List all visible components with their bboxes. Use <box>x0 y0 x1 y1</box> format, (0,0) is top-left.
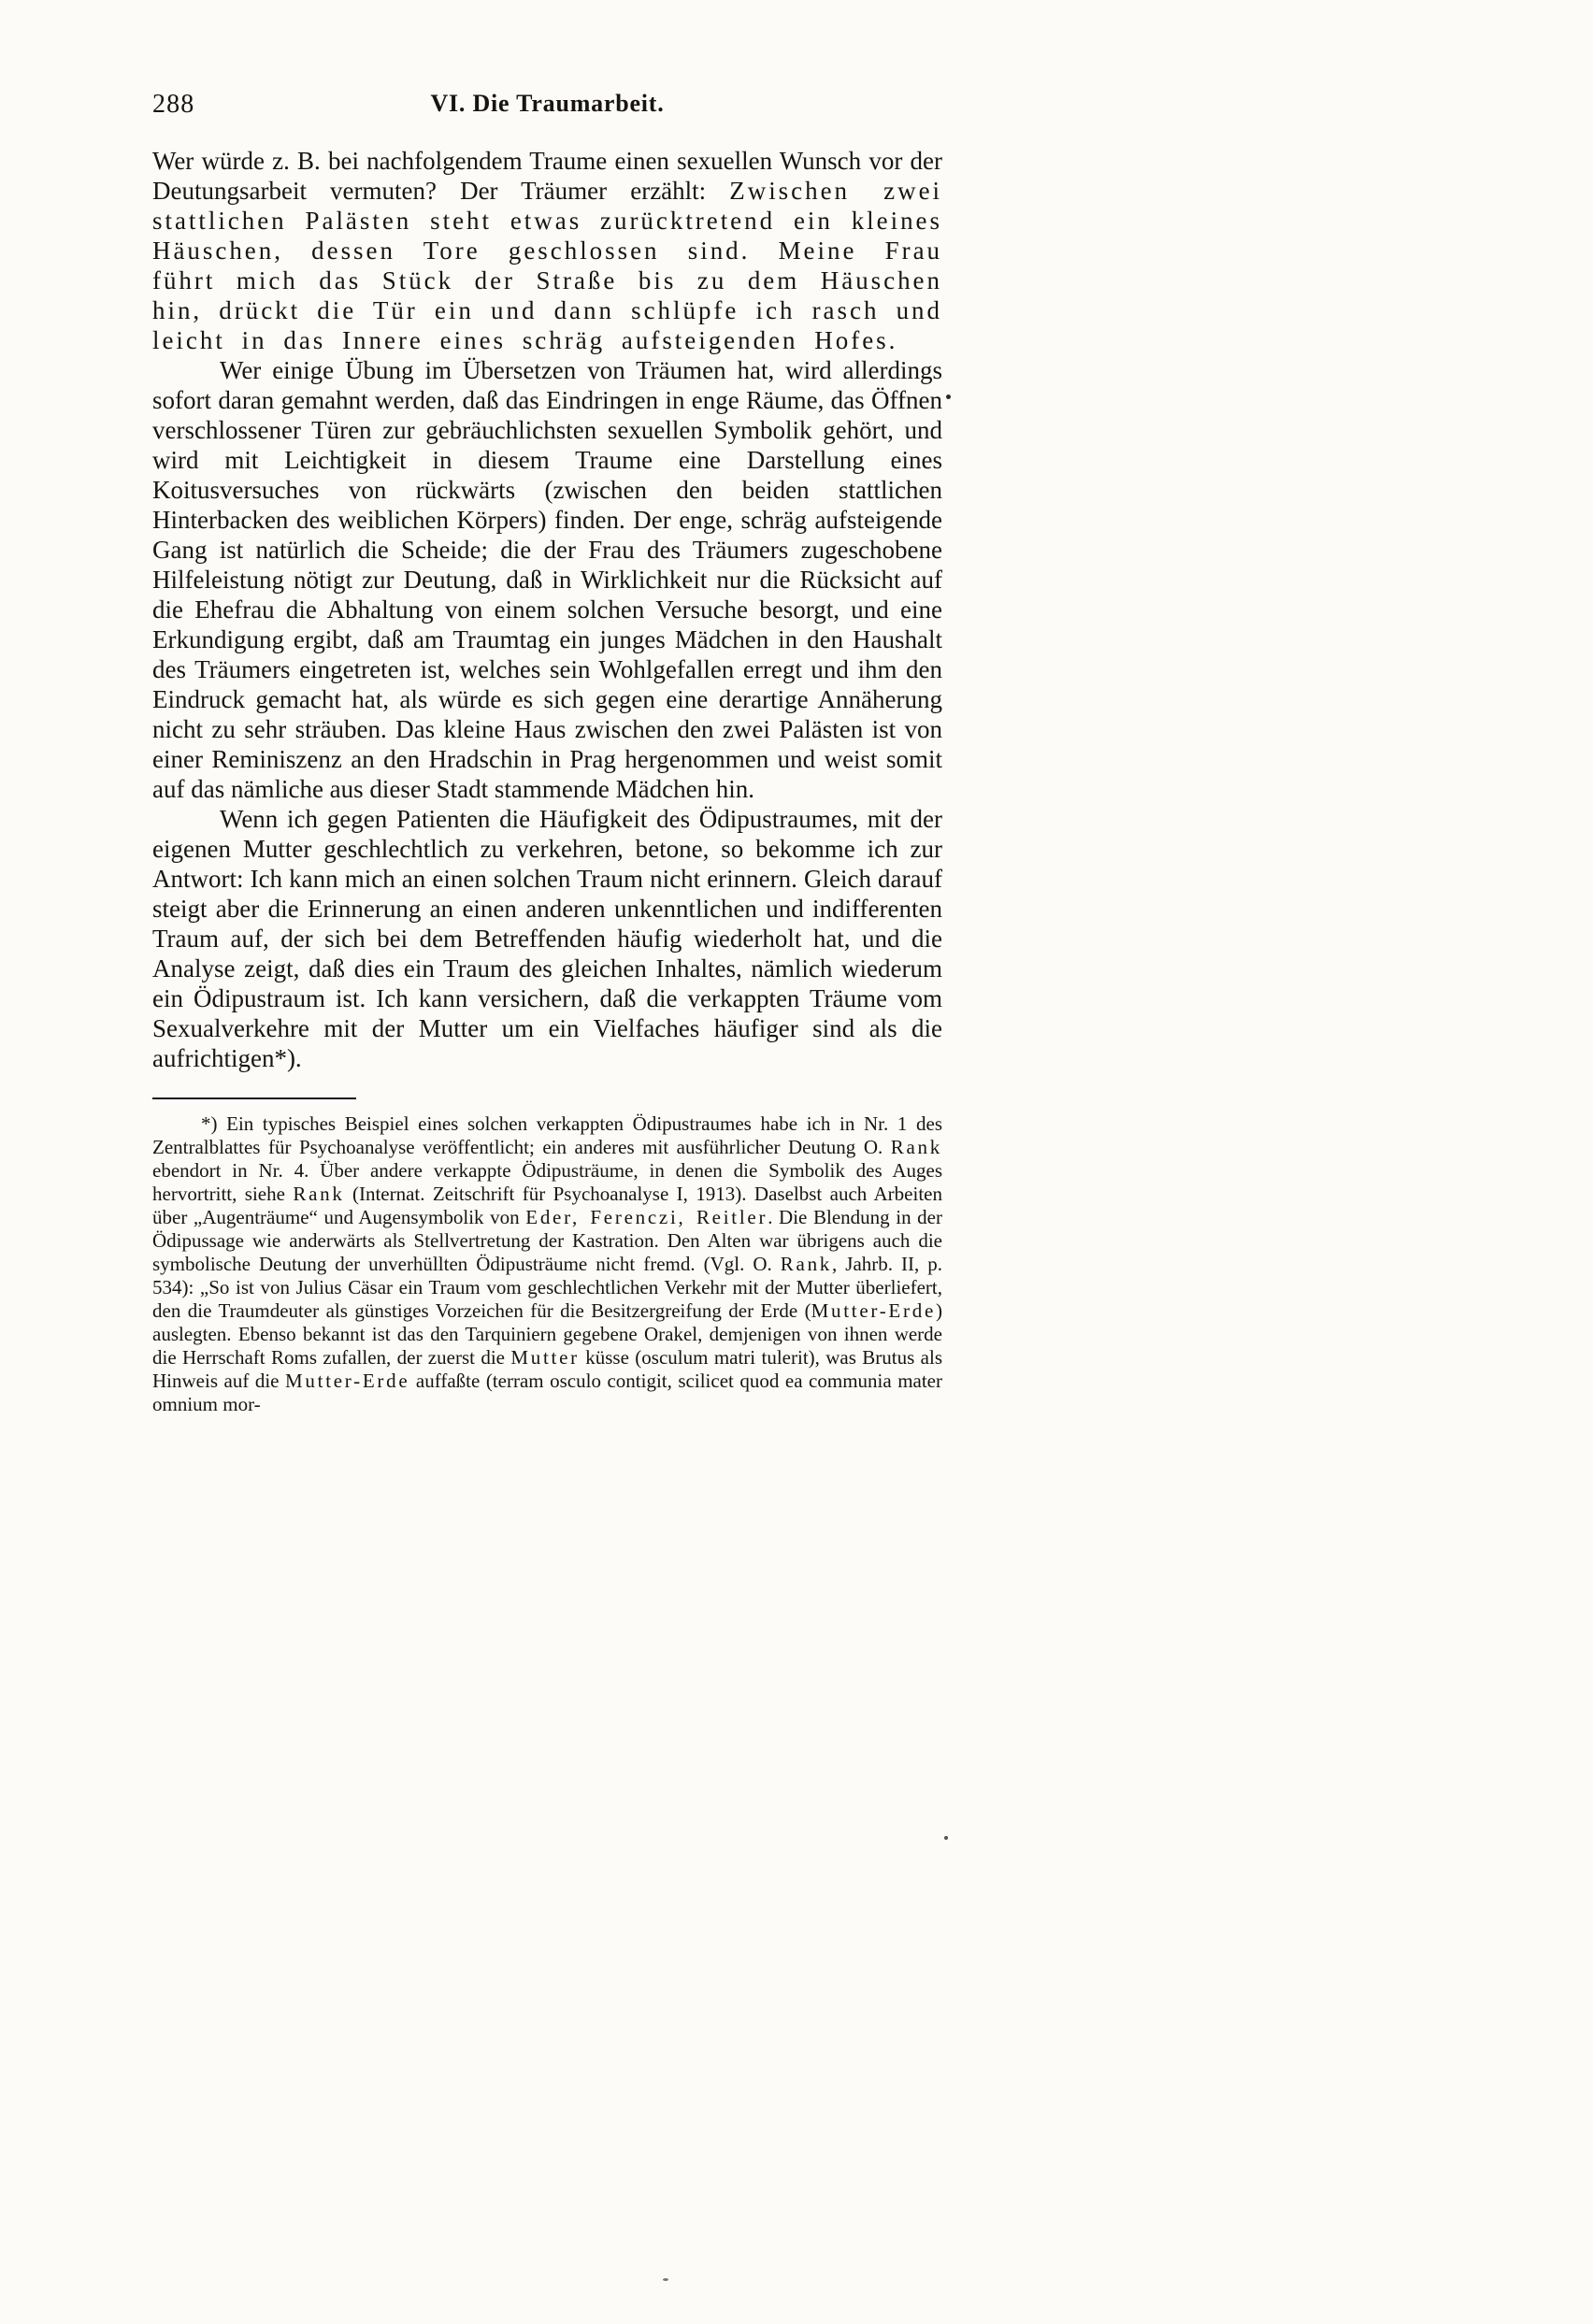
footnote-segment: auffaßte (terram osculo contigit, scilicet quod ea communia mater omnium mor- <box>152 1370 942 1415</box>
page-number: 288 <box>152 90 195 119</box>
footnote-rule <box>152 1097 356 1099</box>
paragraph-interpretation <box>152 355 942 804</box>
dream-report-text: Zwischen zwei stattlichen Palästen steht etwas zurücktretend ein kleines Häuschen, dessen Tore geschlossen sind. Meine Frau führt mich das Stück der Straße bis zu dem Häuschen hin, drückt die Tür ein und dann schlüpfe ich rasch und leicht in das Innere eines schräg aufsteigenden Hofes. <box>152 177 942 354</box>
footnote-emphasis-mutter-erde: Mutter-Erde <box>285 1370 410 1392</box>
footnote-name-rank: Rank <box>890 1136 942 1158</box>
footnote-text <box>152 1112 942 1416</box>
footnote-names-authors: Eder, Ferenczi, Reitler <box>525 1206 768 1228</box>
footnote-name-rank: Rank <box>780 1253 833 1275</box>
footnote-segment: ebendort in Nr. 4. Über andere verkappte Ödipusträume, in denen die Symbolik des Auges hervortritt, siehe <box>152 1159 942 1205</box>
footnote-segment: küsse (osculum matri tulerit), was Brutus als Hinweis auf die <box>152 1346 942 1392</box>
scan-speck <box>944 1836 948 1840</box>
footnote-name-rank: Rank <box>293 1183 345 1205</box>
running-head <box>152 90 942 123</box>
scan-speck <box>946 395 951 399</box>
footnote-segment: ) auslegten. Ebenso bekannt ist das den Tarquiniern gegebene Orakel, demjenigen von ihnen werde die Herrschaft Roms zufallen, der zuerst die <box>152 1299 942 1369</box>
text-segment: Wer einige Übung im Übersetzen von Träumen hat, wird allerdings sofort daran gemahnt werden, daß das Eindringen in enge Räume, das Öffnen verschlossener Türen zur gebräuchlichsten sexuellen Symbolik gehört, und wird mit Leichtigkeit in diesem Traume eine Darstellung eines Koitusversuches von rückwärts (zwischen den beiden stattlichen Hinterbacken des weiblichen Körpers) finden. Der enge, schräg aufsteigende Gang ist natürlich die Scheide; die der Frau des Träumers zugeschobene Hilfeleistung nötigt zur Deutung, daß in Wirklichkeit nur die Rücksicht auf die Ehefrau die Abhaltung von einem solchen Versuche besorgt, und eine Erkundigung ergibt, daß am Traumtag ein junges Mädchen in den Haushalt des Träumers eingetreten ist, welches sein Wohlgefallen erregt und ihm den Eindruck gemacht hat, als würde es sich gegen eine derartige Annäherung nicht zu sehr sträuben. Das kleine Haus zwischen den zwei Palästen ist von einer Reminiszenz an den Hradschin in Prag hergenommen und weist somit auf das nämliche aus dieser Stadt stammende Mädchen hin. <box>152 356 942 803</box>
content-area <box>152 90 942 1416</box>
paragraph-oedipus-dreams <box>152 804 942 1073</box>
footnote-segment: *) Ein typisches Beispiel eines solchen verkappten Ödipustraumes habe ich in Nr. 1 des Zentralblattes für Psychoanalyse veröffentlicht; ein anderes mit ausführlicher Deutung O. <box>152 1112 942 1158</box>
text-segment: Wenn ich gegen Patienten die Häufigkeit des Ödipustraumes, mit der eigenen Mutter geschlechtlich zu verkehren, betone, so bekomme ich zur Antwort: Ich kann mich an einen solchen Traum nicht erinnern. Gleich darauf steigt aber die Erinnerung an einen anderen unkenntlichen und indifferenten Traum auf, der sich bei dem Betreffenden häufig wiederholt hat, und die Analyse zeigt, daß dies ein Traum des gleichen Inhaltes, nämlich wiederum ein Ödipustraum ist. Ich kann versichern, daß die verkappten Träume vom Sexualverkehre mit der Mutter um ein Vielfaches häufiger sind als die aufrichtigen*). <box>152 805 942 1072</box>
footnote-segment: , Jahrb. II, p. 534): „So ist von Julius Cäsar ein Traum vom geschlechtlichen Verkehr mit der Mutter überliefert, den die Traumdeuter als günstiges Vorzeichen für die Besitzergreifung der Erde ( <box>152 1253 943 1322</box>
chapter-header: VI. Die Traumarbeit. <box>430 90 665 117</box>
footnote-segment: (Internat. Zeitschrift für Psychoanalyse I, 1913). Daselbst auch Arbeiten über „Augenträume“ und Augensymbolik von <box>152 1183 942 1228</box>
footnote-segment: . Die Blendung in der Ödipussage wie anderwärts als Stellvertretung der Kastration. Den Alten war übrigens auch die symbolische Deutung der unverhüllten Ödipusträume nicht fremd. (Vgl. O. <box>152 1206 942 1275</box>
scan-speck <box>663 2278 668 2281</box>
main-text <box>152 146 942 1073</box>
text-segment: Wer würde z. B. bei nachfolgendem Traume einen sexuellen Wunsch vor der Deutungsarbeit vermuten? Der Träumer erzählt: <box>152 147 942 205</box>
footnote-emphasis-mutter-erde: Mutter-Erde <box>811 1299 936 1322</box>
paragraph-dream-example <box>152 146 942 355</box>
footnote-emphasis-mutter: Mutter <box>510 1346 580 1369</box>
